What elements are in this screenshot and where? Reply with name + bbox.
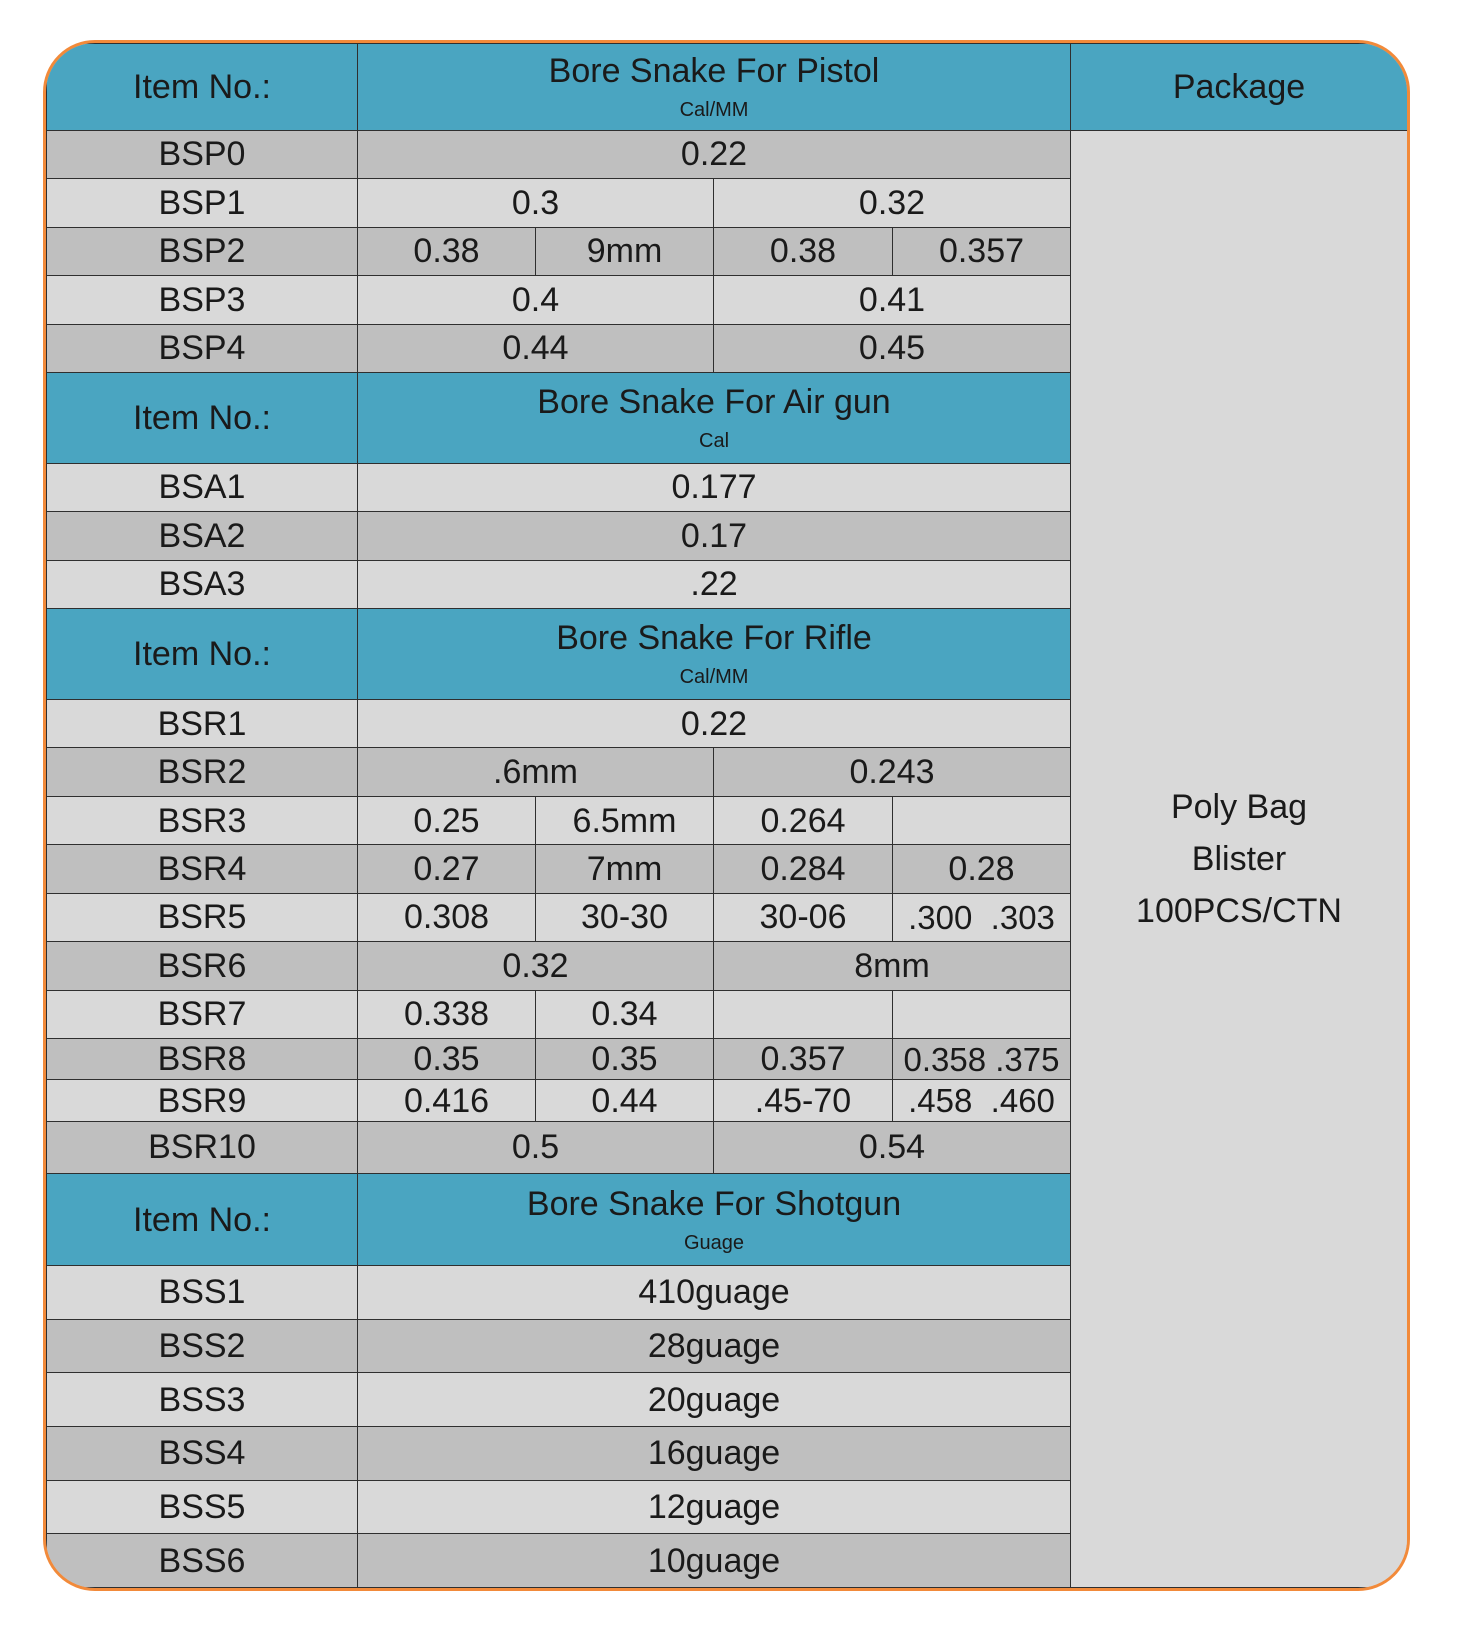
shotgun-title-cell: [358, 1174, 1071, 1266]
caliber-cell: .45-70: [714, 1080, 893, 1121]
caliber-cell: 30-06: [714, 893, 893, 941]
item-no: BSP1: [47, 179, 358, 227]
gauge-cell: 10guage: [358, 1534, 1071, 1588]
package-header: Package: [1071, 44, 1408, 131]
item-no: BSS5: [47, 1480, 358, 1534]
caliber-cell: 0.243: [714, 748, 1071, 796]
item-no: BSR8: [47, 1039, 358, 1080]
item-no: BSR5: [47, 893, 358, 941]
package-line: 100PCS/CTN: [1136, 891, 1342, 930]
item-no: BSS6: [47, 1534, 358, 1588]
caliber-cell: 0.308: [358, 893, 536, 941]
item-no-header: Item No.:: [47, 1174, 358, 1266]
caliber-cell: .6mm: [358, 748, 714, 796]
caliber-cell: 0.5: [358, 1121, 714, 1174]
caliber-cell: 9mm: [536, 227, 714, 275]
caliber-cell: [893, 796, 1071, 844]
item-no-header: Item No.:: [47, 44, 358, 131]
gauge-cell: 12guage: [358, 1480, 1071, 1534]
caliber-cell: 0.44: [358, 324, 714, 372]
item-no: BSS2: [47, 1319, 358, 1373]
section-title: Bore Snake For Pistol: [548, 51, 880, 90]
item-no: BSS3: [47, 1373, 358, 1427]
item-no-header: Item No.:: [47, 372, 358, 463]
section-unit: Cal: [699, 429, 730, 452]
caliber-cell: 0.22: [358, 130, 1071, 178]
caliber-cell: 7mm: [536, 845, 714, 893]
gauge-cell: 16guage: [358, 1426, 1071, 1480]
item-no: BSA3: [47, 560, 358, 608]
caliber-cell: 0.284: [714, 845, 893, 893]
caliber-cell: 0.54: [714, 1121, 1071, 1174]
caliber-cell: 0.22: [358, 699, 1071, 747]
caliber-cell: 0.41: [714, 276, 1071, 324]
caliber-cell: 0.17: [358, 512, 1071, 560]
caliber-cell: 0.38: [358, 227, 536, 275]
caliber-cell: 0.44: [536, 1080, 714, 1121]
caliber-cell: 0.34: [536, 990, 714, 1038]
section-unit: Cal/MM: [679, 666, 749, 688]
caliber-cell: 30-30: [536, 893, 714, 941]
table-row: [47, 130, 1408, 178]
bore-snake-spec-table: [46, 43, 1408, 1588]
caliber-cell: 0.45: [714, 324, 1071, 372]
item-no: BSP3: [47, 276, 358, 324]
item-no: BSR7: [47, 990, 358, 1038]
gauge-cell: 410guage: [358, 1266, 1071, 1320]
item-no-header: Item No.:: [47, 609, 358, 700]
caliber-cell: 0.32: [358, 942, 714, 990]
section-unit: Guage: [683, 1231, 745, 1254]
pistol-title-cell: [358, 44, 1071, 131]
section-title: Bore Snake For Shotgun: [526, 1184, 902, 1223]
spec-table-frame: [43, 40, 1410, 1591]
item-no: BSP0: [47, 130, 358, 178]
item-no: BSR9: [47, 1080, 358, 1121]
caliber-cell: 0.357: [893, 227, 1071, 275]
item-no: BSA2: [47, 512, 358, 560]
caliber-cell: 0.177: [358, 463, 1071, 511]
caliber-cell: .300 .303: [893, 893, 1071, 941]
airgun-title-cell: [358, 372, 1071, 463]
caliber-cell: 0.28: [893, 845, 1071, 893]
caliber-cell: 0.27: [358, 845, 536, 893]
caliber-cell: 0.4: [358, 276, 714, 324]
caliber-cell: 0.357: [714, 1039, 893, 1080]
section-unit: Cal/MM: [679, 98, 749, 121]
item-no: BSR4: [47, 845, 358, 893]
caliber-cell: 0.25: [358, 796, 536, 844]
caliber-cell: [714, 990, 893, 1038]
caliber-cell: 0.358 .375: [893, 1039, 1071, 1080]
package-cell: [1071, 130, 1408, 1587]
item-no: BSR6: [47, 942, 358, 990]
caliber-cell: 0.38: [714, 227, 893, 275]
caliber-cell: 0.416: [358, 1080, 536, 1121]
item-no: BSR3: [47, 796, 358, 844]
caliber-cell: [893, 990, 1071, 1038]
caliber-cell: .22: [358, 560, 1071, 608]
item-no: BSR10: [47, 1121, 358, 1174]
caliber-cell: .458 .460: [893, 1080, 1071, 1121]
pistol-header-row: [47, 44, 1408, 131]
caliber-cell: 0.264: [714, 796, 893, 844]
section-title: Bore Snake For Air gun: [537, 382, 891, 421]
package-line: Blister: [1191, 839, 1287, 878]
gauge-cell: 28guage: [358, 1319, 1071, 1373]
section-title: Bore Snake For Rifle: [556, 619, 872, 657]
caliber-cell: 0.338: [358, 990, 536, 1038]
item-no: BSA1: [47, 463, 358, 511]
item-no: BSS4: [47, 1426, 358, 1480]
package-line: Poly Bag: [1170, 787, 1308, 826]
rifle-title-cell: [358, 609, 1071, 700]
caliber-cell: 0.32: [714, 179, 1071, 227]
gauge-cell: 20guage: [358, 1373, 1071, 1427]
item-no: BSR2: [47, 748, 358, 796]
caliber-cell: 8mm: [714, 942, 1071, 990]
caliber-cell: 6.5mm: [536, 796, 714, 844]
caliber-cell: 0.35: [358, 1039, 536, 1080]
item-no: BSP2: [47, 227, 358, 275]
item-no: BSS1: [47, 1266, 358, 1320]
caliber-cell: 0.35: [536, 1039, 714, 1080]
caliber-cell: 0.3: [358, 179, 714, 227]
item-no: BSR1: [47, 699, 358, 747]
item-no: BSP4: [47, 324, 358, 372]
